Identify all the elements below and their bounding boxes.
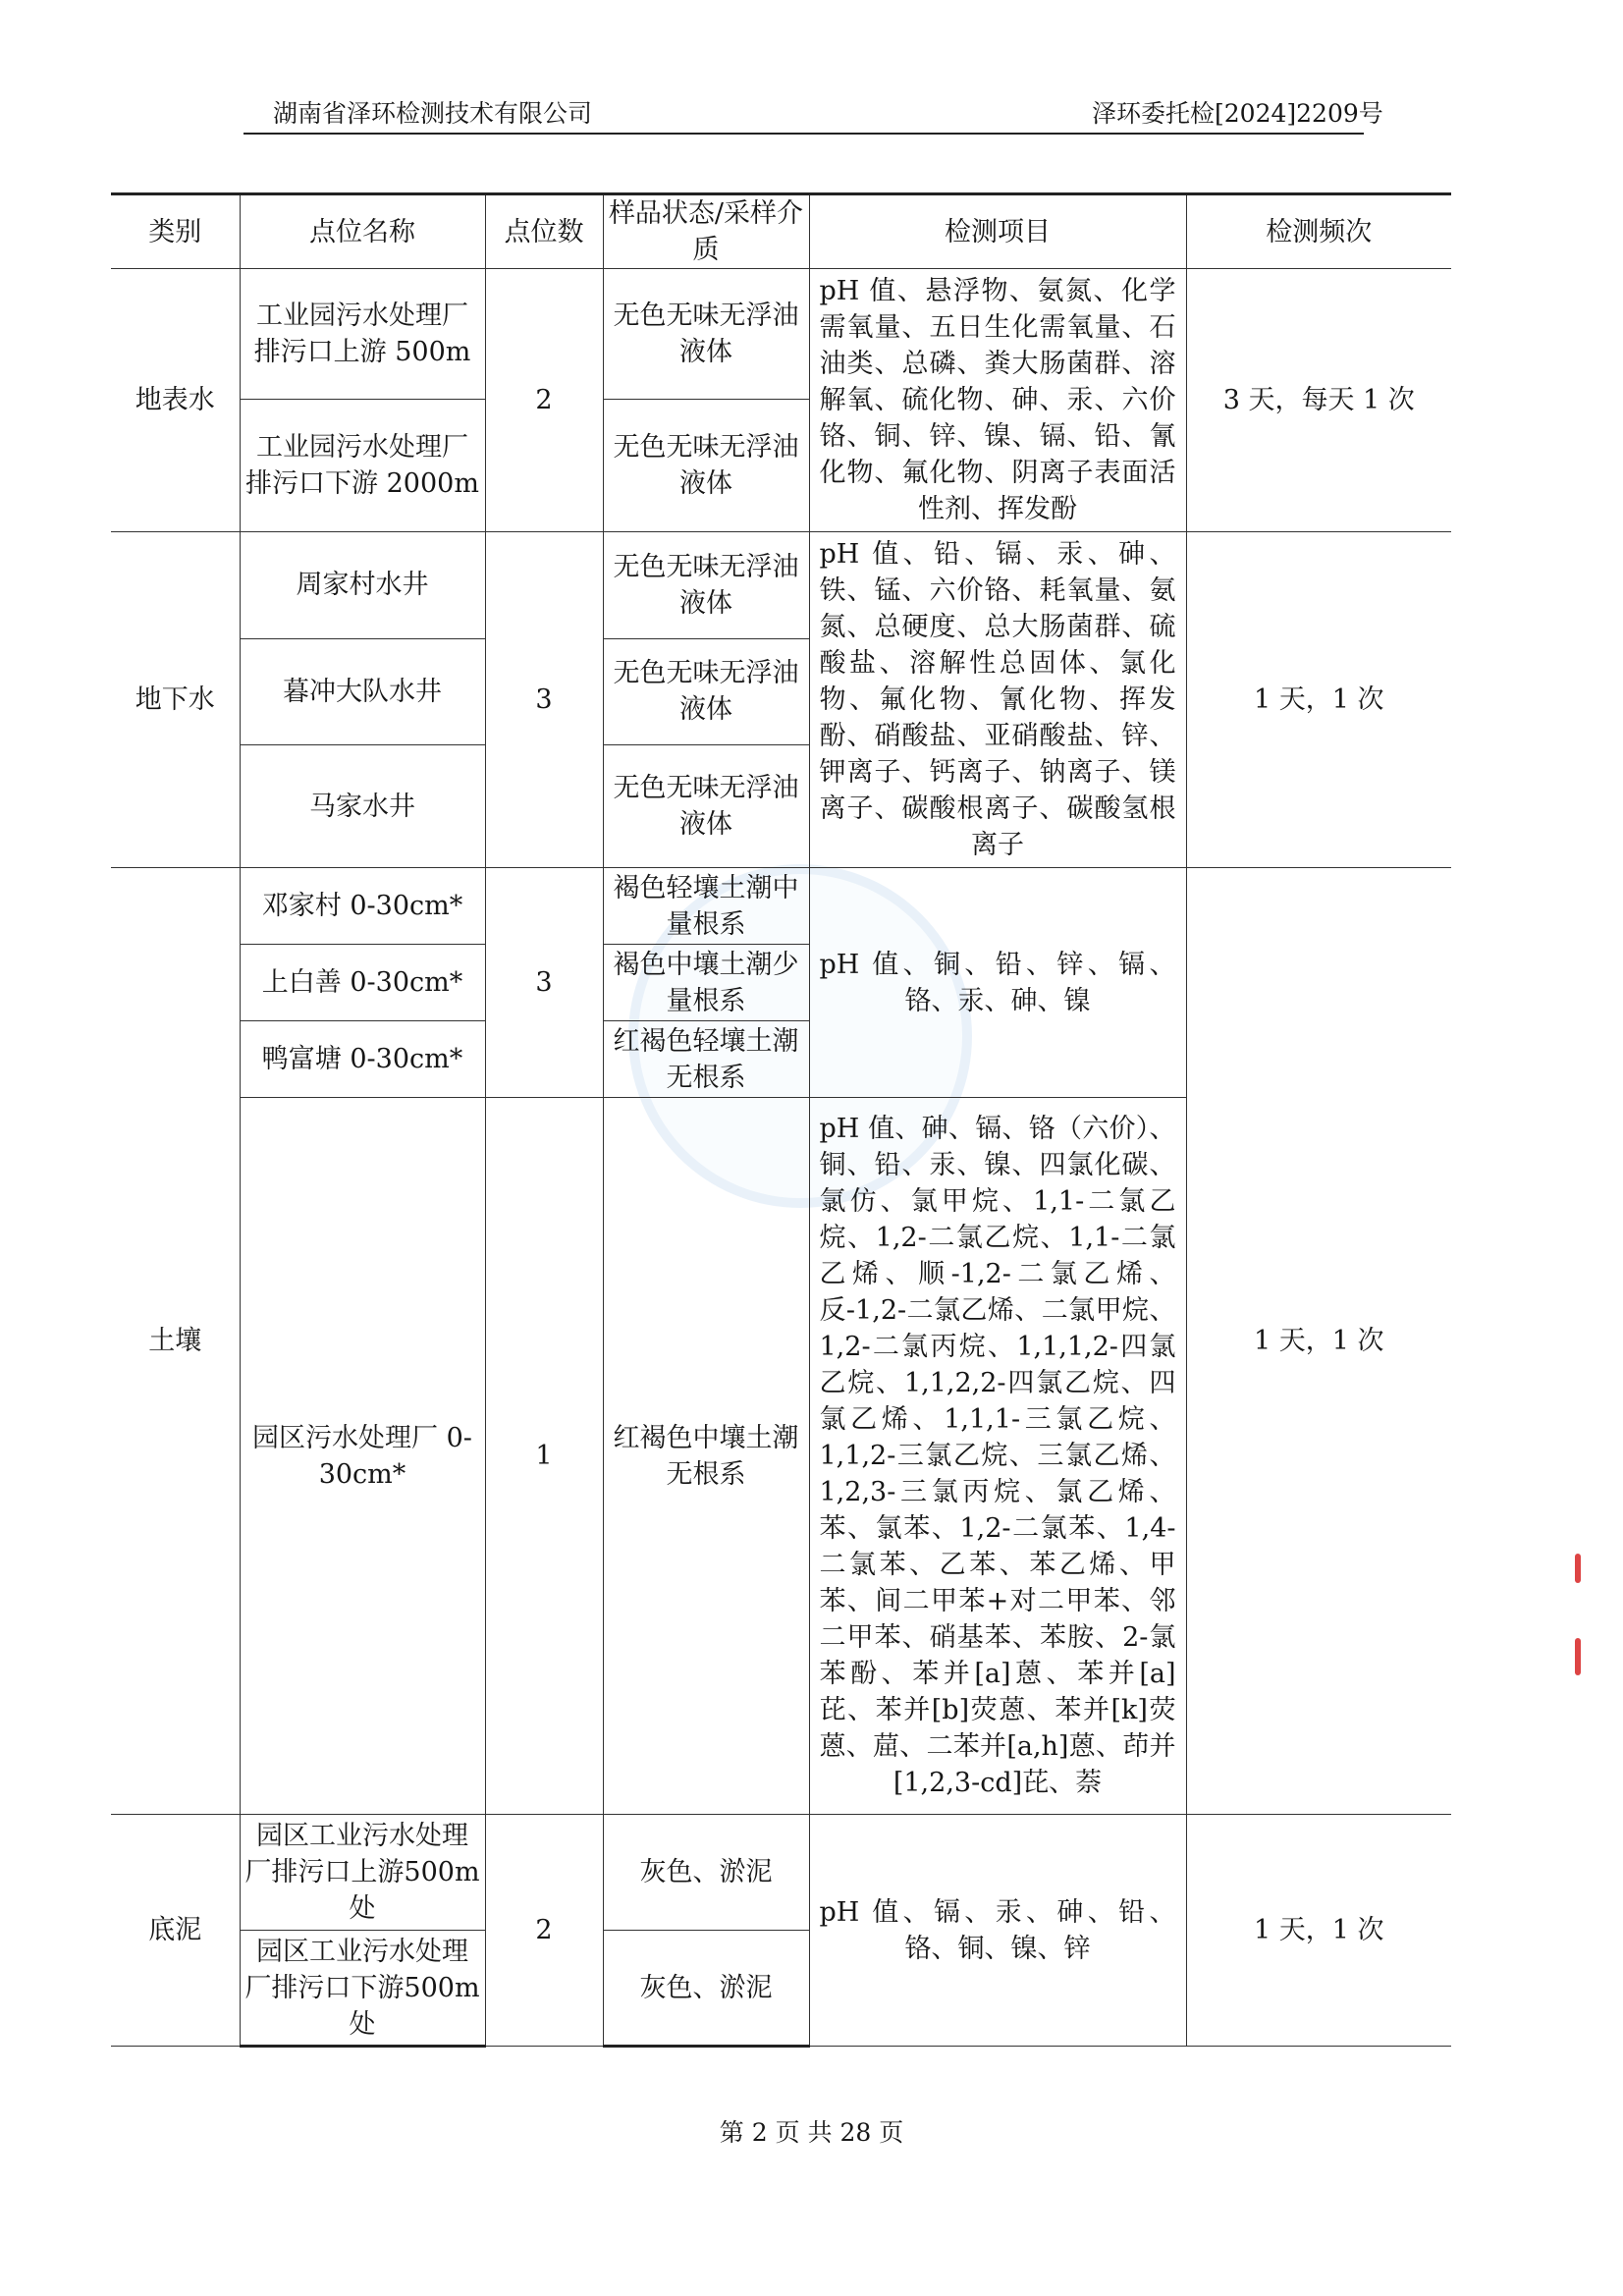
point-name-cell: 上白善 0-30cm* [240,945,485,1021]
category-cell: 土壤 [111,868,240,1815]
point-count-cell: 2 [485,1815,603,2047]
point-name-cell: 园区工业污水处理厂排污口上游500m 处 [240,1815,485,1931]
sample-state-cell: 灰色、淤泥 [603,1815,809,1931]
sample-state-cell: 褐色轻壤土潮中量根系 [603,868,809,945]
header-rule [243,133,1364,135]
monitoring-table [111,192,1451,2048]
col-frequency: 检测频次 [1186,194,1451,269]
test-items-cell: pH 值、铅、镉、汞、砷、铁、锰、六价铬、耗氧量、氨氮、总硬度、总大肠菌群、硫酸盐、溶解性总固体、氯化物、氟化物、氰化物、挥发酚、硝酸盐、亚硝酸盐、锌、钾离子、钙离子、钠离子、镁离子、碳酸根离子、碳酸氢根离子 [809,532,1186,868]
frequency-cell: 1 天，1 次 [1186,532,1451,868]
frequency-cell: 3 天，每天 1 次 [1186,269,1451,532]
point-count-cell: 1 [485,1098,603,1815]
table-row [111,532,1451,639]
test-items-cell: pH 值、镉、汞、砷、铅、铬、铜、镍、锌 [809,1815,1186,2047]
sample-state-cell: 褐色中壤土潮少量根系 [603,945,809,1021]
scan-mark [1575,1638,1581,1675]
sample-state-cell: 红褐色中壤土潮无根系 [603,1098,809,1815]
test-items-cell: pH 值、悬浮物、氨氮、化学需氧量、五日生化需氧量、石油类、总磷、粪大肠菌群、溶解氧、硫化物、砷、汞、六价铬、铜、锌、镍、镉、铅、氰化物、氟化物、阴离子表面活性剂、挥发酚 [809,269,1186,532]
point-name-cell: 马家水井 [240,745,485,868]
sample-state-cell: 无色无味无浮油液体 [603,532,809,639]
col-point-count: 点位数 [485,194,603,269]
point-count-cell: 3 [485,868,603,1098]
sample-state-cell: 无色无味无浮油液体 [603,269,809,400]
point-name-cell: 鸭富塘 0-30cm* [240,1021,485,1098]
sample-state-cell: 无色无味无浮油液体 [603,638,809,745]
table-header-row [111,194,1451,269]
page-number: 第 2 页 共 28 页 [719,2118,904,2147]
point-count-cell: 2 [485,269,603,532]
company-name: 湖南省泽环检测技术有限公司 [273,99,593,128]
table-row [111,868,1451,945]
point-name-cell: 园区污水处理厂 0-30cm* [240,1098,485,1815]
category-cell: 地下水 [111,532,240,868]
table-row [111,269,1451,400]
category-cell: 底泥 [111,1815,240,2047]
point-name-cell: 暮冲大队水井 [240,638,485,745]
point-name-cell: 园区工业污水处理厂排污口下游500m 处 [240,1931,485,2047]
sample-state-cell: 灰色、淤泥 [603,1931,809,2047]
sample-state-cell: 红褐色轻壤土潮无根系 [603,1021,809,1098]
table-row [111,1815,1451,1931]
frequency-cell: 1 天，1 次 [1186,1815,1451,2047]
col-point-name: 点位名称 [240,194,485,269]
point-name-cell: 工业园污水处理厂排污口下游 2000m [240,400,485,532]
report-number: 泽环委托检[2024]2209号 [1092,99,1383,128]
scan-mark [1575,1554,1581,1583]
test-items-cell: pH 值、砷、镉、铬（六价）、铜、铅、汞、镍、四氯化碳、氯仿、氯甲烷、1,1-二氯乙烷、1,2-二氯乙烷、1,1-二氯乙烯、顺-1,2-二氯乙烯、反-1,2-二氯乙烯、二氯甲烷、1,2-二氯丙烷、1,1,1,2-四氯乙烷、1,1,2,2-四氯乙烷、四氯乙烯、1,1,1-三氯乙烷、1,1,2-三氯乙烷、三氯乙烯、1,2,3-三氯丙烷、氯乙烯、苯、氯苯、1,2-二氯苯、1,4-二氯苯、乙苯、苯乙烯、甲苯、间二甲苯+对二甲苯、邻二甲苯、硝基苯、苯胺、2-氯苯酚、苯并[a]蒽、苯并[a]芘、苯并[b]荧蒽、苯并[k]荧蒽、䓛、二苯并[a,h]蒽、茚并[1,2,3-cd]芘、萘 [809,1098,1186,1815]
category-cell: 地表水 [111,269,240,532]
test-items-cell: pH 值、铜、铅、锌、镉、铬、汞、砷、镍 [809,868,1186,1098]
sample-state-cell: 无色无味无浮油液体 [603,745,809,868]
col-test-items: 检测项目 [809,194,1186,269]
point-name-cell: 工业园污水处理厂排污口上游 500m [240,269,485,400]
frequency-cell: 1 天，1 次 [1186,868,1451,1815]
col-sample-state: 样品状态/采样介质 [603,194,809,269]
point-count-cell: 3 [485,532,603,868]
col-category: 类别 [111,194,240,269]
sample-state-cell: 无色无味无浮油液体 [603,400,809,532]
point-name-cell: 邓家村 0-30cm* [240,868,485,945]
point-name-cell: 周家村水井 [240,532,485,639]
